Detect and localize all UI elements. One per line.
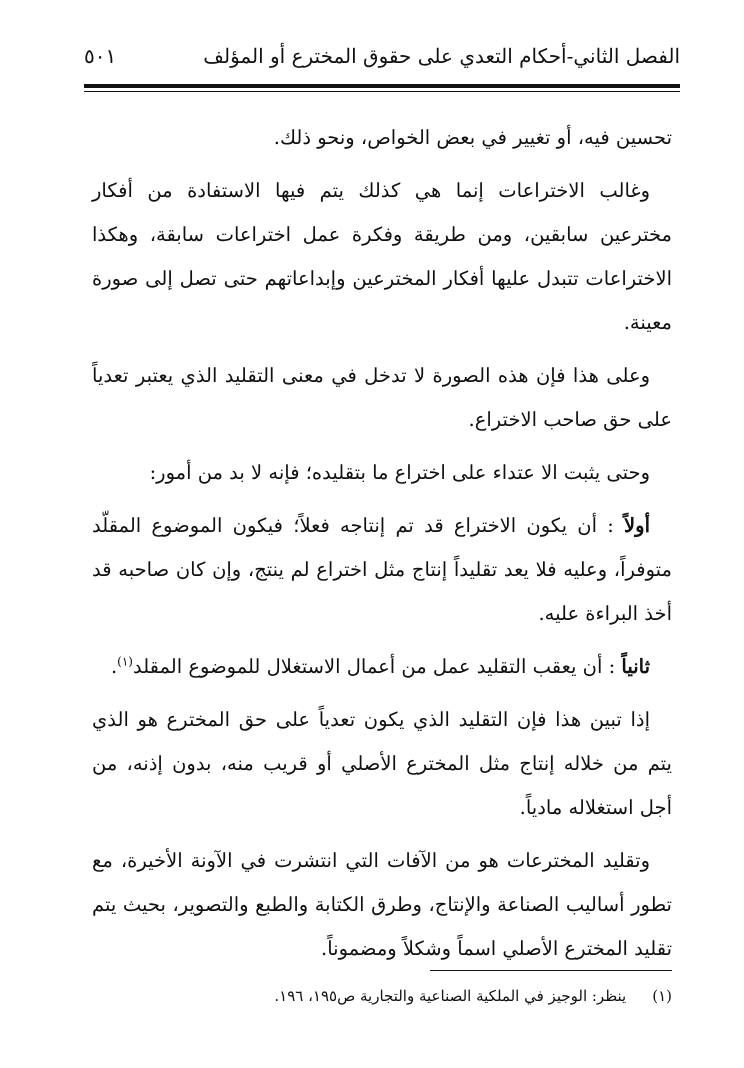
point-2-text: : أن يعقب التقليد عمل من أعمال الاستغلال للموضوع المقلد: [132, 655, 622, 678]
paragraph-7: إذا تبين هذا فإن التقليد الذي يكون تعدياً على حق المخترع هو الذي يتم من خلاله إنتاج مثل المخترع الأصلي أو قريب منه، بدون إذنه، من أجل استغلاله مادياً.: [92, 708, 672, 819]
point-1: [92, 504, 672, 636]
footnote-separator: [430, 970, 672, 971]
point-2-label: ثانياً: [621, 655, 650, 678]
paragraph-1: تحسين فيه، أو تغيير في بعض الخواص، ونحو ذلك.: [273, 126, 672, 149]
paragraph-8: وتقليد المخترعات هو من الآفات التي انتشرت في الآونة الأخيرة، مع تطور أساليب الصناعة والإنتاج، وطرق الكتابة والطبع والتصوير، بحيث يتم تقليد المخترع الأصلي اسماً وشكلاً ومضموناً.: [92, 849, 672, 960]
header-rule-thick: [84, 84, 680, 88]
footnote-text: ينظر: الوجيز في الملكية الصناعية والتجارية ص١٩٥، ١٩٦.: [274, 987, 627, 1005]
chapter-title: الفصل الثاني-أحكام التعدي على حقوق المخترع أو المؤلف: [203, 44, 680, 68]
body-text: [92, 116, 672, 980]
point-1-text: : أن يكون الاختراع قد تم إنتاجه فعلاً؛ فيكون الموضوع المقلّد متوفراً، وعليه فلا يعد تقليداً إنتاج مثل اختراع لم ينتج، وإن كان صاحبه قد أخذ البراءة عليه.: [92, 514, 672, 625]
paragraph-4: وحتى يثبت الا عتداء على اختراع ما بتقليده؛ فإنه لا بد من أمور:: [149, 461, 650, 484]
point-1-label: أولاً: [624, 514, 650, 537]
page-number: ٥٠١: [84, 44, 117, 68]
footnote-number: (١): [652, 987, 672, 1005]
running-header: [84, 40, 680, 80]
paragraph-3: وعلى هذا فإن هذه الصورة لا تدخل في معنى التقليد الذي يعتبر تعدياً على حق صاحب الاختراع.: [92, 364, 672, 431]
footnote: [92, 984, 672, 1008]
footnote-reference[interactable]: (١): [117, 654, 133, 669]
paragraph-2: وغالب الاختراعات إنما هي كذلك يتم فيها الاستفادة من أفكار مخترعين سابقين، ومن طريقة وفكرة عمل اختراعات سابقة، وهكذا الاختراعات تتبدل عليها أفكار المخترعين وإبداعاتهم حتى تصل إلى صورة معينة.: [92, 179, 673, 334]
header-rule-thin: [84, 91, 680, 92]
point-2-end: .: [110, 655, 118, 678]
point-2: [92, 645, 672, 689]
